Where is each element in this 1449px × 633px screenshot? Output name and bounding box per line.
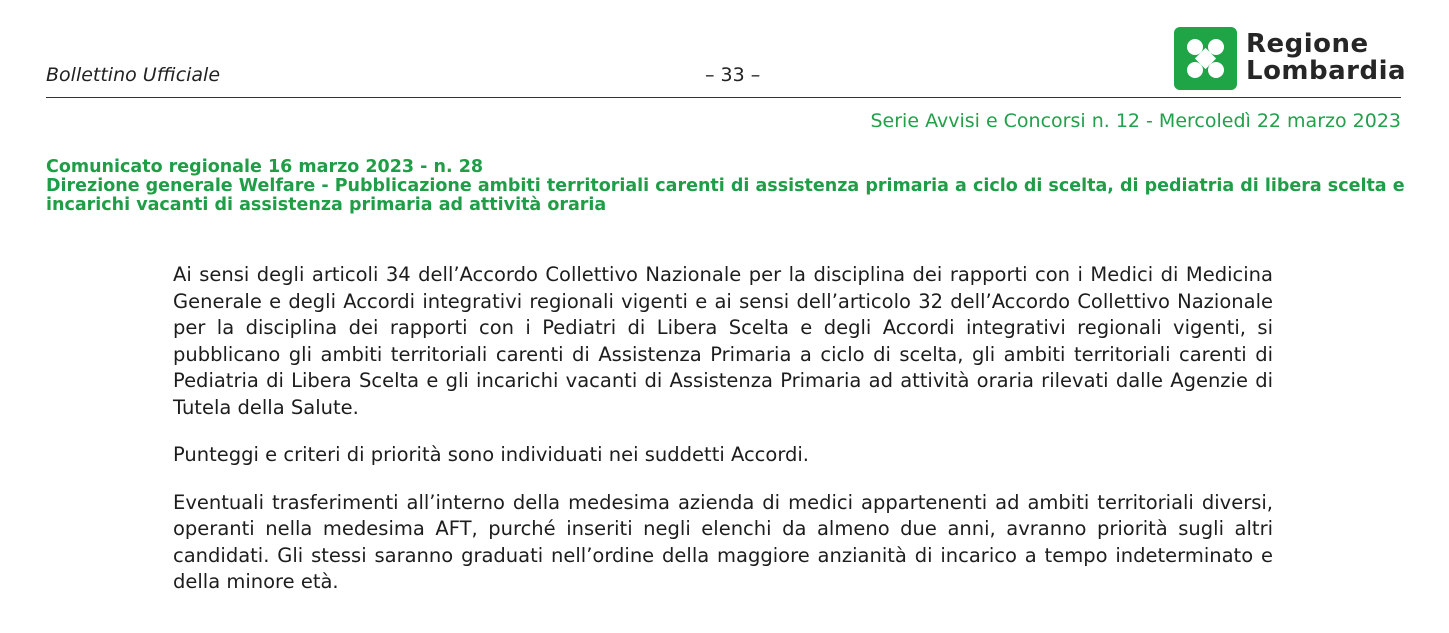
page-number: – 33 – [705,64,761,86]
notice-body [173,262,1273,617]
notice-title-line2: Direzione generale Welfare - Pubblicazione ambiti territoriali carenti di assistenza primaria a ciclo di scelta, di pediatria di libera scelta e incarichi vacanti di assistenza primaria ad attività oraria [46,176,1405,215]
logo-mark-icon [1174,27,1237,90]
body-paragraph-1: Ai sensi degli articoli 34 dell’Accordo Collettivo Nazionale per la disciplina dei rapporti con i Medici di Medicina Generale e degli Accordi integrativi regionali vigenti e ai sensi dell’articolo 32 dell’Accordo Collettivo Nazionale per la disciplina dei rapporti con i Pediatri di Libera Scelta e degli Accordi integrativi regionali vigenti, si pubblicano gli ambiti territoriali carenti di Assistenza Primaria a ciclo di scelta, gli ambiti territoriali carenti di Pediatria di Libera Scelta e gli incarichi vacanti di Assistenza Primaria ad attività oraria rilevati dalle Agenzie di Tutela della Salute. [173,263,1273,419]
notice-title [46,158,1406,215]
logo-text-line2: Lombardia [1246,56,1407,86]
notice-title-line1: Comunicato regionale 16 marzo 2023 - n. 28 [46,157,484,177]
issue-info: Serie Avvisi e Concorsi n. 12 - Mercoledì 22 marzo 2023 [870,110,1401,132]
body-paragraph-2: Punteggi e criteri di priorità sono individuati nei suddetti Accordi. [173,443,809,466]
header-divider [46,97,1401,98]
regione-lombardia-logo [1174,25,1406,91]
publication-name: Bollettino Ufficiale [46,64,221,86]
logo-text-line1: Regione [1246,29,1369,59]
body-paragraph-3: Eventuali trasferimenti all’interno della medesima azienda di medici appartenenti ad ambiti territoriali diversi, operanti nella medesima AFT, purché inseriti negli elenchi da almeno due anni, avranno priorità sugli altri candidati. Gli stessi saranno graduati nell’ordine della maggiore anzianità di incarico a tempo indeterminato e della minore età. [173,490,1273,593]
